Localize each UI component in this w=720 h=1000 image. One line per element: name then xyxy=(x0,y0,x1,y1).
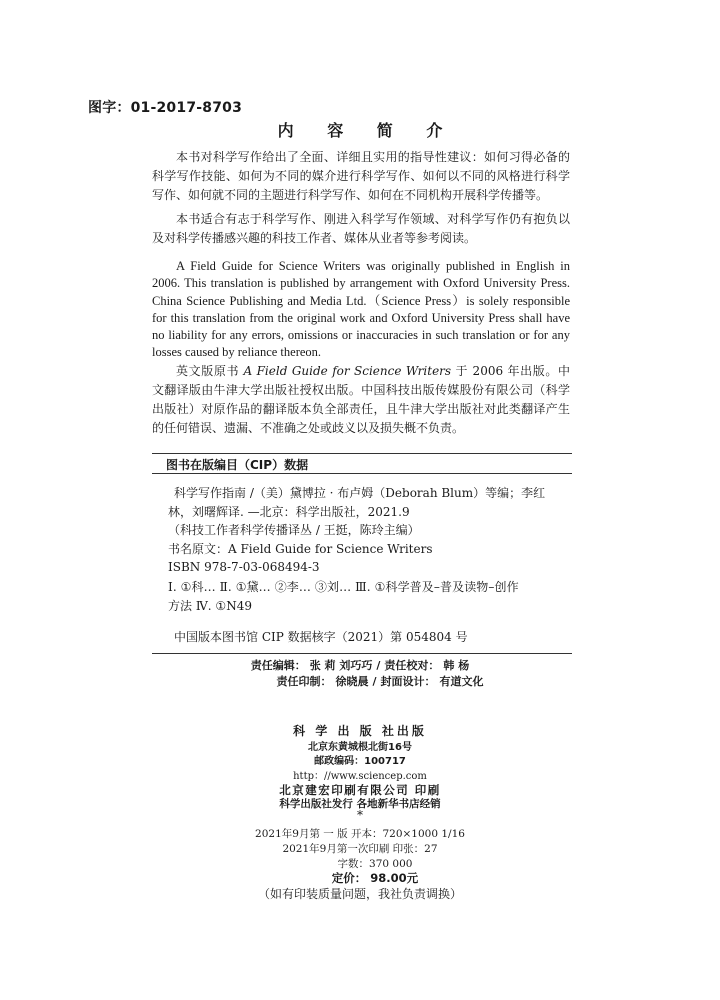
cip-heading-rule xyxy=(152,473,572,474)
proofreader-name: 韩 杨 xyxy=(443,659,470,672)
postal-code: 邮政编码：100717 xyxy=(314,756,406,767)
distribution-info: 科学出版社发行 各地新华书店经销 xyxy=(279,798,441,810)
cip-top-rule xyxy=(152,453,572,454)
quality-notice: （如有印装质量问题，我社负责调换） xyxy=(257,887,462,901)
cip-line: 书名原文：A Field Guide for Science Writers xyxy=(168,541,433,556)
print-supervisor-name: 徐晓晨 xyxy=(335,675,369,688)
editor-label: 责任编辑： xyxy=(250,659,306,672)
word-count: 字数：370 000 xyxy=(337,858,413,870)
chinese-notice-suffix: 于 2006 年出版。中文翻译版由牛津大学出版社授权出版。中国科技出版传媒股份有限公司（科学出版社）对原作品的翻译版本负全部责任，且牛津大学出版社对此类翻译产生的任何错误、遗漏、不准确之处或歧义以及损失概不负责。 xyxy=(152,364,570,435)
cip-line: （科技工作者科学传播译丛 / 王挺，陈玲主编） xyxy=(168,523,420,537)
cover-design-label: 封面设计： xyxy=(380,675,436,688)
intro-paragraph-2: 本书适合有志于科学写作、刚进入科学写作领域、对科学写作仍有抱负以及对科学传播感兴趣的科技工作者、媒体从业者等参考阅读。 xyxy=(152,212,570,245)
cip-main-record xyxy=(168,484,572,577)
cip-line: ISBN 978-7-03-068494-3 xyxy=(168,560,320,574)
separator-bullet: * xyxy=(357,808,363,822)
cip-line: 林，刘曙辉译. —北京：科学出版社，2021.9 xyxy=(168,504,410,519)
printer-name: 北京建宏印刷有限公司 印刷 xyxy=(279,783,441,797)
staff-separator: / xyxy=(372,675,377,688)
chinese-rights-notice xyxy=(152,362,570,438)
publisher-address: 北京东黄城根北街16号 xyxy=(308,742,412,753)
cip-check-number: 中国版本图书馆 CIP 数据核字（2021）第 054804 号 xyxy=(174,630,468,644)
cip-class-line: 方法 Ⅳ. ①N49 xyxy=(168,598,252,613)
staff-separator: / xyxy=(376,659,381,672)
original-book-title: A Field Guide for Science Writers xyxy=(243,364,452,378)
edition-line: 2021年9月第 一 版 开本：720×1000 1/16 xyxy=(255,828,465,840)
cover-designer: 有道文化 xyxy=(439,675,484,688)
cip-heading: 图书在版编目（CIP）数据 xyxy=(166,458,309,472)
print-supervisor-label: 责任印制： xyxy=(276,675,332,688)
copyright-registration-number: 图字：01-2017-8703 xyxy=(88,100,243,116)
cip-class-line: Ⅰ. ①科… Ⅱ. ①黛… ②李… ③刘… Ⅲ. ①科学普及–普及读物–创作 xyxy=(168,580,519,594)
summary-title: 内 容 简 介 xyxy=(277,121,457,140)
publisher-website: http：//www.sciencep.com xyxy=(293,771,427,782)
proofreader-label: 责任校对： xyxy=(384,659,440,672)
cip-classification xyxy=(168,578,572,615)
publisher-name: 科 学 出 版 社出版 xyxy=(293,724,427,738)
printing-line: 2021年9月第一次印刷 印张：27 xyxy=(282,843,438,855)
intro-paragraph-1: 本书对科学写作给出了全面、详细且实用的指导性建议：如何习得必备的科学写作技能、如何为不同的媒介进行科学写作、如何以不同的风格进行科学写作、如何就不同的主题进行科学写作、如何在不同机构开展科学传播等。 xyxy=(152,150,570,202)
staff-line-1 xyxy=(0,657,720,673)
price: 定价： 98.00元 xyxy=(331,871,419,885)
chinese-notice-prefix: 英文版原书 xyxy=(176,364,240,378)
editor-names: 张 莉 刘巧巧 xyxy=(309,659,373,672)
cip-bottom-rule xyxy=(152,653,572,654)
english-rights-notice: A Field Guide for Science Writers was originally published in English in 2006. This translation is published by arrangement with Oxford University Press. China Science Publishing and Media Ltd.（Science Press）is solely responsible for this translation from the original work and Oxford University Press shall have no liability for any errors, omissions or inaccuracies in such translation or for any losses caused by reliance thereon. xyxy=(152,259,570,360)
staff-line-2 xyxy=(0,673,720,689)
cip-line: 科学写作指南 /（美）黛博拉 · 布卢姆（Deborah Blum）等编；李红 xyxy=(174,486,546,500)
